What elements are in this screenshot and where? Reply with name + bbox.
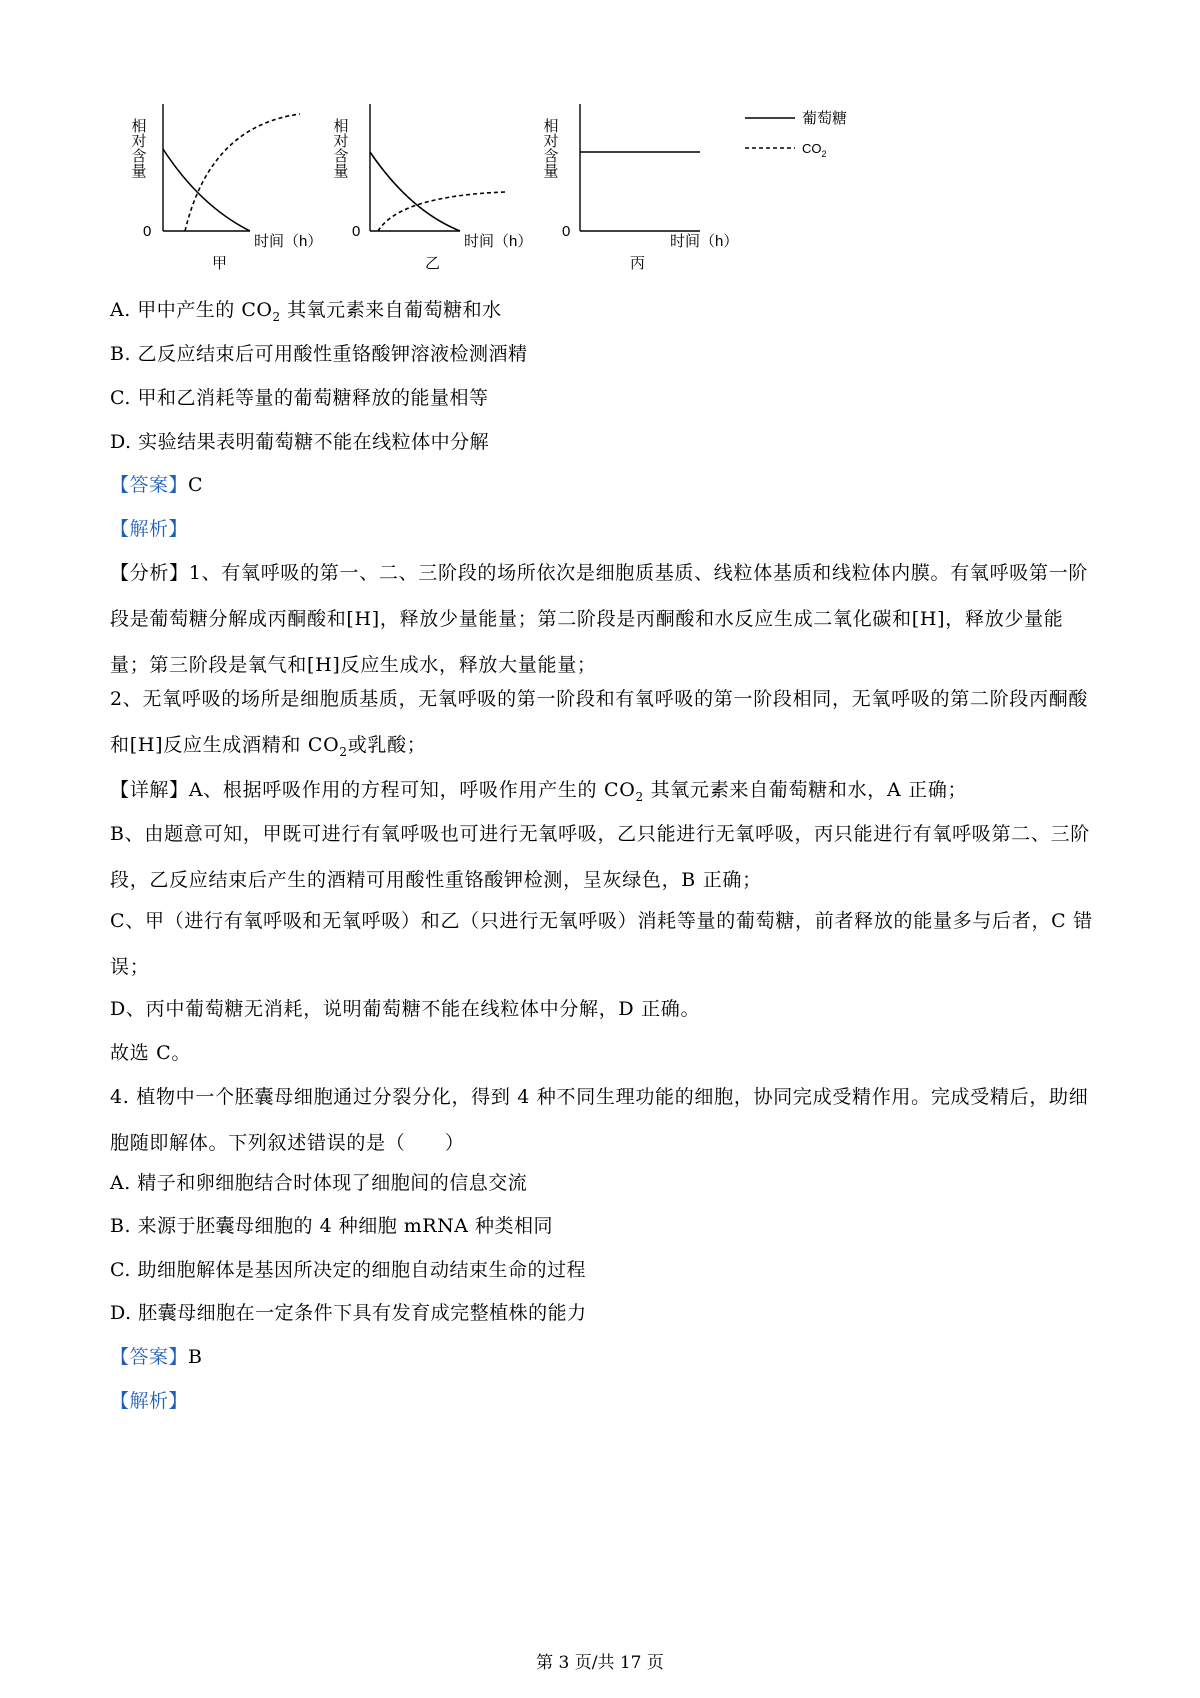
q3-option-d: D. 实验结果表明葡萄糖不能在线粒体中分解 bbox=[110, 431, 490, 453]
caption-bing: 丙 bbox=[630, 255, 646, 272]
q4-option-b: B. 来源于胚囊母细胞的 4 种细胞 mRNA 种类相同 bbox=[110, 1215, 553, 1237]
respiration-figure bbox=[130, 96, 870, 281]
glucose-curve-jia bbox=[163, 149, 250, 231]
panel-yi bbox=[332, 104, 533, 272]
co2-curve-jia bbox=[185, 114, 300, 231]
q3-xiangjie-b: B、由题意可知，甲既可进行有氧呼吸也可进行无氧呼吸，乙只能进行无氧呼吸，丙只能进行有氧呼吸第二、三阶段，乙反应结束后产生的酒精可用酸性重铬酸钾检测，呈灰绿色，B 正确； bbox=[110, 823, 1090, 891]
glucose-curve-yi bbox=[370, 152, 460, 231]
xlabel-yi: 时间（h） bbox=[464, 233, 533, 250]
q3-option-c: C. 甲和乙消耗等量的葡萄糖释放的能量相等 bbox=[110, 387, 489, 409]
q4-option-c: C. 助细胞解体是基因所决定的细胞自动结束生命的过程 bbox=[110, 1259, 586, 1281]
q3-xiangjie-d: D、丙中葡萄糖无消耗，说明葡萄糖不能在线粒体中分解，D 正确。 bbox=[110, 998, 701, 1020]
legend-co2: $CO_2$ bbox=[802, 141, 827, 159]
q4-analysis-label: 【解析】 bbox=[110, 1390, 189, 1412]
q3-fenxi-p1: 【分析】1、有氧呼吸的第一、二、三阶段的场所依次是细胞质基质、线粒体基质和线粒体内膜。有氧呼吸第一阶段是葡萄糖分解成丙酮酸和[H]，释放少量能量；第二阶段是丙酮酸和水反应生成二氧化碳和[H]，释放少量能量；第三阶段是氧气和[H]反应生成水，释放大量能量； bbox=[110, 562, 1089, 676]
q4-option-a: A. 精子和卵细胞结合时体现了细胞间的信息交流 bbox=[110, 1172, 528, 1194]
ylabel-jia: 相对含量 bbox=[130, 118, 147, 178]
q3-xiangjie-c: C、甲（进行有氧呼吸和无氧呼吸）和乙（只进行无氧呼吸）消耗等量的葡萄糖，前者释放的能量多与后者，C 错误； bbox=[110, 910, 1093, 978]
q4-option-d: D. 胚囊母细胞在一定条件下具有发育成完整植株的能力 bbox=[110, 1302, 587, 1324]
q3-answer: 【答案】C bbox=[110, 474, 204, 496]
q4-answer: 【答案】B bbox=[110, 1346, 203, 1368]
panel-bing bbox=[542, 104, 739, 272]
co2-curve-yi bbox=[378, 192, 505, 231]
q4-stem: 4. 植物中一个胚囊母细胞通过分裂分化，得到 4 种不同生理功能的细胞，协同完成受精作用。完成受精后，助细胞随即解体。下列叙述错误的是（ ） bbox=[110, 1086, 1089, 1154]
q3-xiangjie-a: 【详解】A、根据呼吸作用的方程可知，呼吸作用产生的 $CO_2$ 其氧元素来自葡萄糖和水，A 正确； bbox=[110, 779, 968, 804]
q3-fenxi-p2: 2、无氧呼吸的场所是细胞质基质，无氧呼吸的第一阶段和有氧呼吸的第一阶段相同，无氧呼吸的第二阶段丙酮酸和[H]反应生成酒精和 $CO_2$或乳酸； bbox=[110, 688, 1089, 759]
q3-option-b: B. 乙反应结束后可用酸性重铬酸钾溶液检测酒精 bbox=[110, 343, 528, 365]
legend-glucose: 葡萄糖 bbox=[802, 110, 848, 127]
xlabel-bing: 时间（h） bbox=[670, 233, 739, 250]
panel-jia bbox=[130, 104, 322, 272]
ylabel-yi: 相对含量 bbox=[331, 118, 349, 178]
caption-jia: 甲 bbox=[212, 255, 228, 272]
q3-analysis-label: 【解析】 bbox=[110, 518, 189, 540]
q3-conclusion: 故选 C。 bbox=[110, 1042, 192, 1064]
caption-yi: 乙 bbox=[425, 255, 441, 272]
origin-jia: 0 bbox=[143, 223, 152, 240]
page-footer: 第 3 页/共 17 页 bbox=[536, 1653, 664, 1673]
ylabel-bing: 相对含量 bbox=[541, 118, 559, 178]
legend bbox=[745, 109, 847, 159]
origin-yi: 0 bbox=[352, 223, 361, 240]
origin-bing: 0 bbox=[562, 223, 571, 240]
xlabel-jia: 时间（h） bbox=[254, 233, 323, 250]
q3-option-a: A. 甲中产生的 $CO_2$ 其氧元素来自葡萄糖和水 bbox=[110, 299, 502, 324]
